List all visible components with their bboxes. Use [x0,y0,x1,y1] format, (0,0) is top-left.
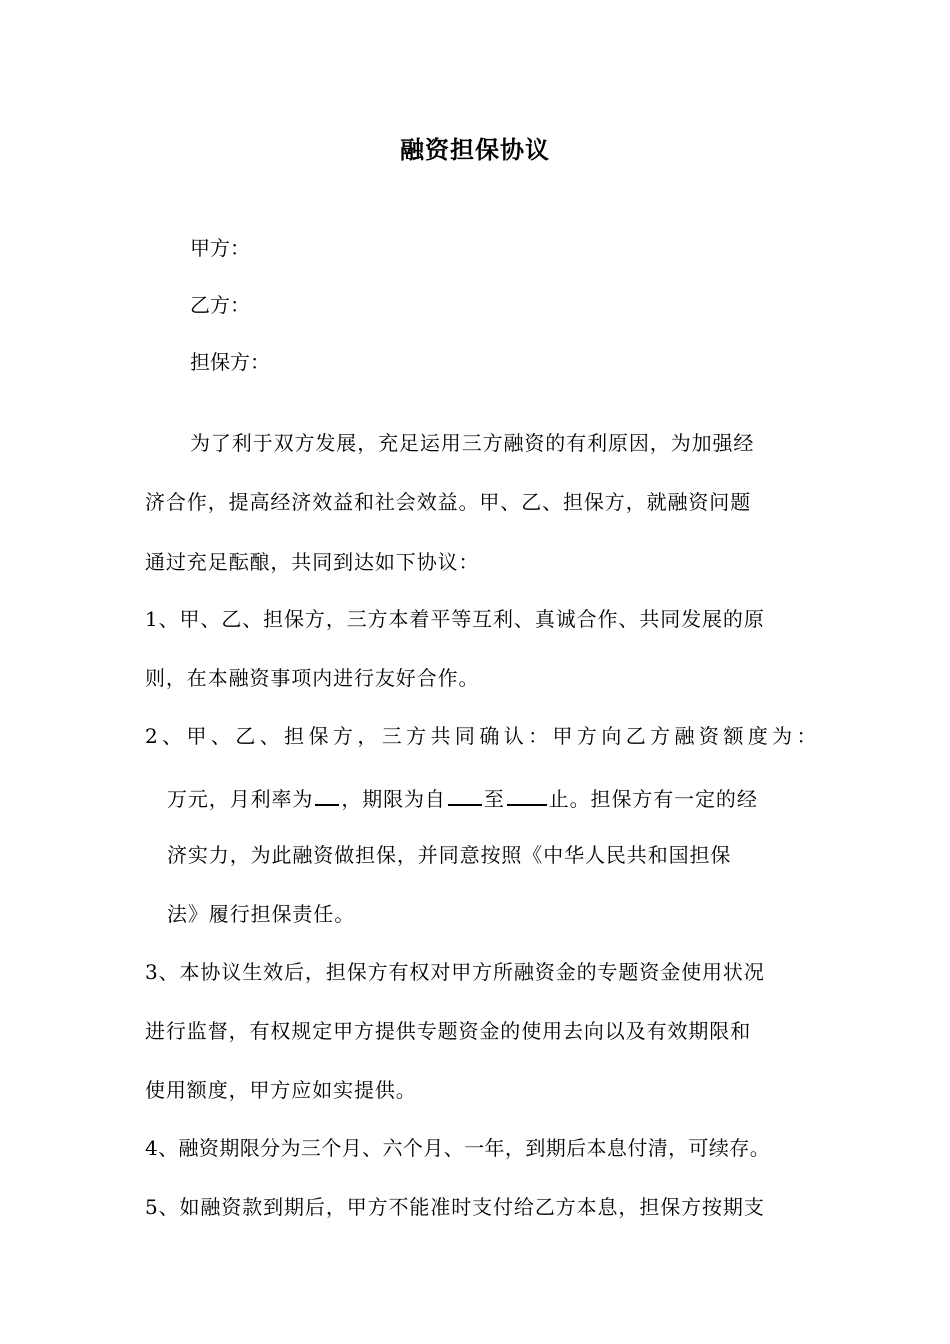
guarantor-label: 担保方： [190,350,270,374]
party-a-label: 甲方： [190,236,250,260]
preamble-line-2: 济合作，提高经济效益和社会效益。甲、乙、担保方，就融资问题 [145,490,752,514]
clause-4-line: 4、融资期限分为三个月、六个月、一年，到期后本息付清，可续存。 [145,1136,771,1160]
clause-2-segment-a: 万元，月利率为 [167,787,314,811]
clause-5-line-1: 5、如融资款到期后，甲方不能准时支付给乙方本息，担保方按期支 [145,1195,765,1219]
clause-3-line-3: 使用额度，甲方应如实提供。 [145,1078,417,1102]
clause-3-line-2: 进行监督，有权规定甲方提供专题资金的使用去向以及有效期限和 [145,1019,752,1043]
clause-2-line-1: 2、甲、乙、担保方，三方共同确认：甲方向乙方融资额度为： [145,724,821,748]
interest-rate-blank [315,782,339,806]
party-b-label: 乙方： [190,293,250,317]
clause-2-segment-d: 止。担保方有一定的经 [548,787,758,811]
clause-2-segment-c: 至 [483,787,505,811]
clause-2-segment-b: ，期限为自 [341,787,446,811]
preamble-line-3: 通过充足酝酿，共同到达如下协议： [145,550,480,574]
document-title: 融资担保协议 [400,135,550,164]
clause-3-line-1: 3、本协议生效后，担保方有权对甲方所融资金的专题资金使用状况 [145,960,765,984]
end-date-blank [507,782,547,806]
start-date-blank [448,782,482,806]
clause-1-line-2: 则，在本融资事项内进行友好合作。 [145,666,480,690]
clause-2-line-4: 法》履行担保责任。 [167,902,356,926]
clause-1-line-1: 1、甲、乙、担保方，三方本着平等互利、真诚合作、共同发展的原 [145,607,765,631]
preamble-line-1: 为了利于双方发展，充足运用三方融资的有利原因，为加强经 [190,431,755,455]
clause-2-line-2 [167,782,837,813]
clause-2-line-3: 济实力，为此融资做担保，并同意按照《中华人民共和国担保 [167,843,732,867]
